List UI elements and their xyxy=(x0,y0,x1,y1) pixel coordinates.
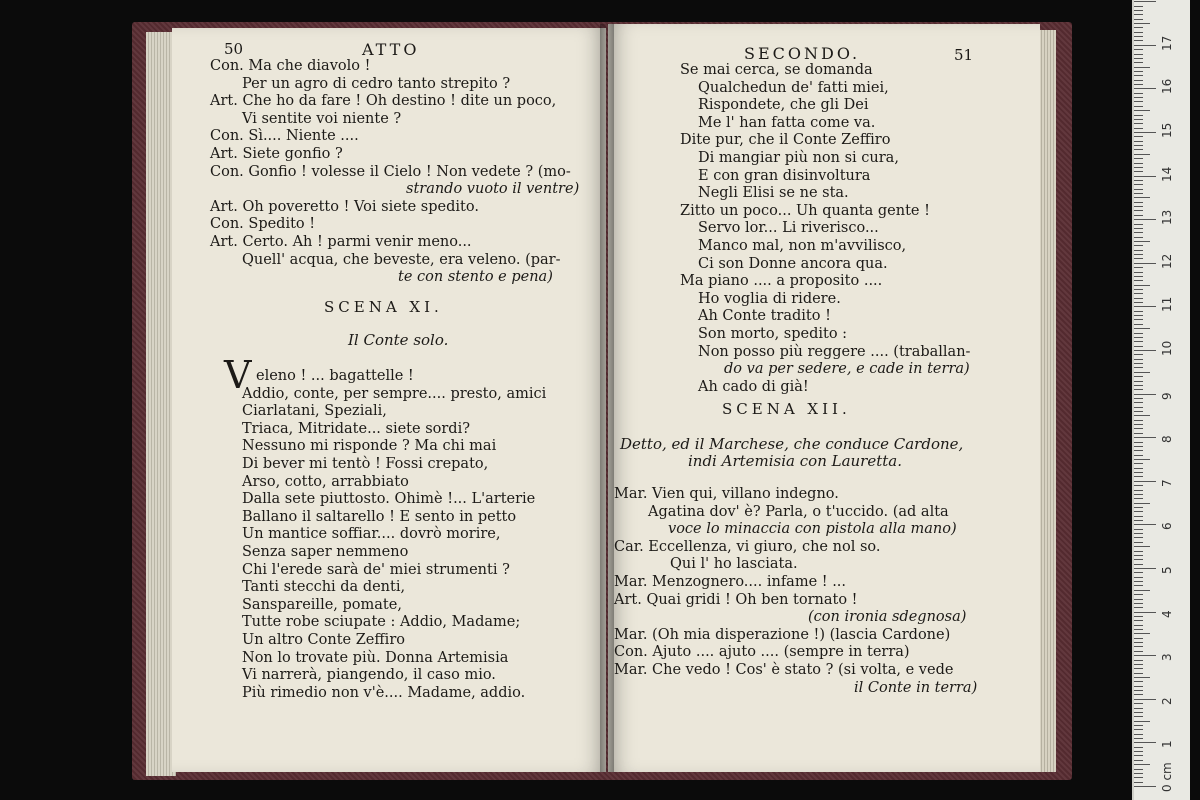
ruler-tick xyxy=(1134,293,1143,294)
ruler-tick xyxy=(1134,319,1143,320)
ruler-tick xyxy=(1134,158,1143,159)
ruler-tick xyxy=(1134,603,1143,604)
ruler-label: 5 xyxy=(1160,566,1174,574)
ruler-tick xyxy=(1134,67,1150,68)
ruler-tick xyxy=(1134,725,1143,726)
ruler-tick xyxy=(1134,136,1143,137)
ruler-tick xyxy=(1134,250,1143,251)
ruler-tick xyxy=(1134,402,1143,403)
text-line: Ballano il saltarello ! E sento in petto xyxy=(242,508,517,525)
ruler-tick xyxy=(1134,337,1143,338)
ruler-label: 2 xyxy=(1160,697,1174,705)
ruler-tick xyxy=(1134,285,1150,286)
ruler-tick xyxy=(1134,420,1143,421)
measuring-ruler xyxy=(1132,0,1190,800)
ruler-tick xyxy=(1134,167,1143,168)
text-line: Non posso più reggere .... (traballan- xyxy=(698,343,971,360)
ruler-tick xyxy=(1134,123,1143,124)
ruler-tick xyxy=(1134,716,1143,717)
text-line: Un mantice soffiar.... dovrò morire, xyxy=(242,526,501,543)
ruler-tick xyxy=(1134,428,1143,429)
text-line: Con. Ajuto .... ajuto .... (sempre in terra) xyxy=(614,644,910,661)
page-number-right: 51 xyxy=(954,46,974,64)
ruler-tick xyxy=(1134,564,1143,565)
ruler-tick xyxy=(1134,786,1156,787)
ruler-tick xyxy=(1134,333,1143,334)
scene-subtitle-xii-2: indi Artemisia con Lauretta. xyxy=(688,452,902,470)
text-line: Con. Ma che diavolo ! xyxy=(210,58,371,74)
ruler-tick xyxy=(1134,511,1143,512)
text-line: Ho voglia di ridere. xyxy=(698,290,841,307)
text-line: Car. Eccellenza, vi giuro, che nol so. xyxy=(614,538,881,555)
ruler-label: 0 cm xyxy=(1160,762,1174,792)
ruler-tick xyxy=(1134,568,1156,569)
ruler-tick xyxy=(1134,463,1143,464)
text-line: Mar. (Oh mia disperazione !) (lascia Cardone) xyxy=(614,626,951,643)
ruler-tick xyxy=(1134,398,1143,399)
ruler-tick xyxy=(1134,346,1143,347)
ruler-tick xyxy=(1134,184,1143,185)
text-line: Mar. Che vedo ! Cos' è stato ? (si volta, e vede xyxy=(614,662,954,678)
ruler-tick xyxy=(1134,642,1143,643)
text-line: Se mai cerca, se domanda xyxy=(680,62,873,78)
ruler-tick xyxy=(1134,215,1143,216)
scene-subtitle-xi: Il Conte solo. xyxy=(348,331,449,349)
text-line: te con stento e pena) xyxy=(398,269,553,286)
ruler-tick xyxy=(1134,442,1143,443)
ruler-tick xyxy=(1134,145,1143,146)
ruler-tick xyxy=(1134,577,1143,578)
ruler-tick xyxy=(1134,189,1143,190)
ruler-tick xyxy=(1134,769,1143,770)
ruler-label: 7 xyxy=(1160,479,1174,487)
ruler-tick xyxy=(1134,110,1150,111)
text-line: Qui l' ho lasciata. xyxy=(670,556,798,573)
ruler-tick xyxy=(1134,782,1143,783)
ruler-tick xyxy=(1134,258,1143,259)
ruler-tick xyxy=(1134,668,1143,669)
ruler-tick xyxy=(1134,673,1143,674)
ruler-tick xyxy=(1134,254,1143,255)
ruler-tick xyxy=(1134,36,1143,37)
ruler-tick xyxy=(1134,616,1143,617)
ruler-tick xyxy=(1134,354,1143,355)
text-line: Manco mal, non m'avvilisco, xyxy=(698,238,907,254)
ruler-tick xyxy=(1134,267,1143,268)
ruler-tick xyxy=(1134,324,1143,325)
ruler-tick xyxy=(1134,119,1143,120)
ruler-tick xyxy=(1134,712,1143,713)
ruler-tick xyxy=(1134,106,1143,107)
ruler-tick xyxy=(1134,54,1143,55)
ruler-tick xyxy=(1134,27,1143,28)
text-line: Di bever mi tentò ! Fossi crepato, xyxy=(242,456,489,472)
ruler-tick xyxy=(1134,132,1156,133)
ruler-tick xyxy=(1134,599,1143,600)
ruler-tick xyxy=(1134,638,1143,639)
ruler-tick xyxy=(1134,755,1143,756)
ruler-tick xyxy=(1134,376,1143,377)
ruler-tick xyxy=(1134,529,1143,530)
text-line: E con gran disinvoltura xyxy=(698,167,871,184)
ruler-tick xyxy=(1134,23,1150,24)
ruler-tick xyxy=(1134,485,1143,486)
ruler-label: 11 xyxy=(1160,297,1174,313)
text-line: Art. Oh poveretto ! Voi siete spedito. xyxy=(210,198,479,215)
ruler-tick xyxy=(1134,149,1143,150)
ruler-tick xyxy=(1134,228,1143,229)
ruler-tick xyxy=(1134,93,1143,94)
text-line: Art. Che ho da fare ! Oh destino ! dite un poco, xyxy=(210,93,557,110)
text-line: Me l' han fatta come va. xyxy=(698,114,876,131)
page-number-left: 50 xyxy=(224,40,244,58)
running-header-left: ATTO xyxy=(362,40,420,59)
ruler-tick xyxy=(1134,14,1143,15)
ruler-tick xyxy=(1134,75,1143,76)
ruler-tick xyxy=(1134,585,1143,586)
ruler-label: 16 xyxy=(1160,79,1174,95)
ruler-tick xyxy=(1134,742,1156,743)
ruler-tick xyxy=(1134,6,1143,7)
ruler-tick xyxy=(1134,494,1143,495)
text-line: Dalla sete piuttosto. Ohimè !... L'arterie xyxy=(242,491,536,508)
ruler-tick xyxy=(1134,699,1156,700)
ruler-tick xyxy=(1134,193,1143,194)
ruler-tick xyxy=(1134,32,1143,33)
ruler-tick xyxy=(1134,80,1143,81)
ruler-tick xyxy=(1134,241,1150,242)
scene-subtitle-xii-1: Detto, ed il Marchese, che conduce Cardone, xyxy=(620,435,964,453)
text-line: Un altro Conte Zeffiro xyxy=(242,632,405,648)
text-line: (con ironia sdegnosa) xyxy=(808,609,967,626)
text-line: Art. Siete gonfio ? xyxy=(210,146,343,162)
ruler-tick xyxy=(1134,612,1156,613)
ruler-tick xyxy=(1134,481,1156,482)
ruler-tick xyxy=(1134,237,1143,238)
text-line: Zitto un poco... Uh quanta gente ! xyxy=(680,202,930,219)
text-line: Tanti stecchi da denti, xyxy=(242,579,406,596)
ruler-tick xyxy=(1134,751,1143,752)
ruler-tick xyxy=(1134,394,1156,395)
text-line: Tutte robe sciupate : Addio, Madame; xyxy=(242,614,521,631)
ruler-tick xyxy=(1134,507,1143,508)
ruler-tick xyxy=(1134,206,1143,207)
text-line: Nessuno mi risponde ? Ma chi mai xyxy=(242,438,497,455)
ruler-label: 10 xyxy=(1160,340,1174,356)
right-page xyxy=(608,24,1040,772)
text-line: Ma piano .... a proposito .... xyxy=(680,273,883,290)
ruler-tick xyxy=(1134,163,1143,164)
ruler-tick xyxy=(1134,490,1143,491)
ruler-tick xyxy=(1134,88,1156,89)
text-line: voce lo minaccia con pistola alla mano) xyxy=(668,521,957,538)
ruler-tick xyxy=(1134,245,1143,246)
text-line: Mar. Vien qui, villano indegno. xyxy=(614,486,839,502)
ruler-label: 3 xyxy=(1160,653,1174,662)
text-line: Sanspareille, pomate, xyxy=(242,596,402,613)
text-line: Più rimedio non v'è.... Madame, addio. xyxy=(242,684,526,701)
ruler-tick xyxy=(1134,551,1143,552)
text-line: Quell' acqua, che beveste, era veleno. (par- xyxy=(242,251,561,268)
ruler-tick xyxy=(1134,341,1143,342)
ruler-tick xyxy=(1134,19,1143,20)
ruler-tick xyxy=(1134,389,1143,390)
ruler-tick xyxy=(1134,777,1143,778)
ruler-tick xyxy=(1134,372,1150,373)
ruler-label: 8 xyxy=(1160,435,1174,444)
ruler-tick xyxy=(1134,572,1143,573)
text-line: Ciarlatani, Speziali, xyxy=(242,403,387,420)
ruler-tick xyxy=(1134,537,1143,538)
text-line: Con. Gonfio ! volesse il Cielo ! Non vedete ? (mo- xyxy=(210,163,571,180)
text-line: Ah cado di già! xyxy=(698,378,809,395)
ruler-tick xyxy=(1134,664,1143,665)
ruler-tick xyxy=(1134,315,1143,316)
ruler-tick xyxy=(1134,503,1150,504)
text-line: Addio, conte, per sempre.... presto, amici xyxy=(242,385,547,402)
ruler-tick xyxy=(1134,498,1143,499)
ruler-tick xyxy=(1134,407,1143,408)
text-line: Rispondete, che gli Dei xyxy=(698,97,869,114)
ruler-label: 15 xyxy=(1160,122,1174,138)
ruler-tick xyxy=(1134,197,1150,198)
ruler-tick xyxy=(1134,450,1143,451)
ruler-tick xyxy=(1134,311,1143,312)
ruler-tick xyxy=(1134,520,1143,521)
text-line: il Conte in terra) xyxy=(854,679,978,696)
ruler-label: 17 xyxy=(1160,35,1174,51)
text-line: Ci son Donne ancora qua. xyxy=(698,255,888,272)
ruler-label: 14 xyxy=(1160,166,1174,182)
running-header-right: SECONDO. xyxy=(744,44,861,63)
text-line: Art. Certo. Ah ! parmi venir meno... xyxy=(210,234,472,250)
ruler-tick xyxy=(1134,468,1143,469)
ruler-tick xyxy=(1134,302,1143,303)
ruler-tick xyxy=(1134,298,1143,299)
ruler-tick xyxy=(1134,760,1143,761)
scene-title-xii: SCENA XII. xyxy=(722,400,851,418)
ruler-tick xyxy=(1134,677,1150,678)
ruler-tick xyxy=(1134,734,1143,735)
ruler-tick xyxy=(1134,45,1156,46)
ruler-tick xyxy=(1134,71,1143,72)
ruler-tick xyxy=(1134,40,1143,41)
ruler-tick xyxy=(1134,97,1143,98)
ruler-tick xyxy=(1134,381,1143,382)
ruler-tick xyxy=(1134,681,1143,682)
ruler-tick xyxy=(1134,141,1143,142)
ruler-tick xyxy=(1134,703,1143,704)
ruler-tick xyxy=(1134,446,1143,447)
text-line: Di mangiar più non si cura, xyxy=(698,150,899,166)
ruler-tick xyxy=(1134,472,1143,473)
text-line: Per un agro di cedro tanto strepito ? xyxy=(242,75,511,92)
ruler-tick xyxy=(1134,646,1143,647)
ruler-tick xyxy=(1134,729,1143,730)
ruler-tick xyxy=(1134,476,1143,477)
ruler-tick xyxy=(1134,594,1143,595)
ruler-tick xyxy=(1134,306,1156,307)
text-line: Senza saper nemmeno xyxy=(242,544,409,560)
ruler-tick xyxy=(1134,633,1150,634)
ruler-tick xyxy=(1134,84,1143,85)
ruler-tick xyxy=(1134,546,1150,547)
ruler-tick xyxy=(1134,272,1143,273)
drop-cap: V xyxy=(224,353,252,397)
ruler-tick xyxy=(1134,629,1143,630)
ruler-tick xyxy=(1134,773,1143,774)
ruler-tick xyxy=(1134,542,1143,543)
ruler-tick xyxy=(1134,660,1143,661)
ruler-tick xyxy=(1134,455,1143,456)
ruler-label: 6 xyxy=(1160,522,1174,531)
ruler-tick xyxy=(1134,328,1150,329)
text-line: Triaca, Mitridate... siete sordi? xyxy=(242,420,470,437)
text-line: Servo lor... Li riverisco... xyxy=(698,220,879,237)
ruler-tick xyxy=(1134,738,1143,739)
ruler-tick xyxy=(1134,176,1156,177)
ruler-tick xyxy=(1134,350,1156,351)
ruler-tick xyxy=(1134,533,1143,534)
ruler-tick xyxy=(1134,764,1150,765)
ruler-tick xyxy=(1134,655,1156,656)
ruler-tick xyxy=(1134,433,1143,434)
ruler-tick xyxy=(1134,101,1143,102)
ruler-tick xyxy=(1134,58,1143,59)
text-line: Vi narrerà, piangendo, il caso mio. xyxy=(242,667,496,684)
ruler-tick xyxy=(1134,516,1143,517)
ruler-tick xyxy=(1134,437,1156,438)
left-page xyxy=(172,28,606,772)
text-line: Ah Conte tradito ! xyxy=(698,308,831,325)
text-line: Qualchedun de' fatti miei, xyxy=(698,79,889,96)
ruler-tick xyxy=(1134,154,1150,155)
ruler-label: 1 xyxy=(1160,740,1174,749)
ruler-tick xyxy=(1134,289,1143,290)
text-line: Dite pur, che il Conte Zeffiro xyxy=(680,132,891,149)
ruler-tick xyxy=(1134,690,1143,691)
ruler-tick xyxy=(1134,210,1143,211)
ruler-tick xyxy=(1134,424,1143,425)
ruler-tick xyxy=(1134,363,1143,364)
text-line: Vi sentite voi niente ? xyxy=(242,110,402,127)
text-line: eleno ! ... bagattelle ! xyxy=(256,368,414,384)
ruler-tick xyxy=(1134,10,1143,11)
text-line: Arso, cotto, arrabbiato xyxy=(242,473,409,490)
text-line: Non lo trovate più. Donna Artemisia xyxy=(242,649,509,666)
ruler-tick xyxy=(1134,202,1143,203)
ruler-label: 9 xyxy=(1160,391,1174,400)
text-line: do va per sedere, e cade in terra) xyxy=(724,361,970,378)
ruler-tick xyxy=(1134,708,1143,709)
ruler-tick xyxy=(1134,128,1143,129)
ruler-tick xyxy=(1134,555,1143,556)
ruler-tick xyxy=(1134,620,1143,621)
text-line: Mar. Menzognero.... infame ! ... xyxy=(614,574,847,590)
text-line: Agatina dov' è? Parla, o t'uccido. (ad alta xyxy=(648,503,949,520)
ruler-tick xyxy=(1134,625,1143,626)
text-line: Art. Quai gridi ! Oh ben tornato ! xyxy=(614,591,858,608)
text-line: Con. Spedito ! xyxy=(210,216,316,233)
ruler-tick xyxy=(1134,411,1143,412)
ruler-tick xyxy=(1134,1,1156,2)
ruler-tick xyxy=(1134,459,1150,460)
ruler-label: 12 xyxy=(1160,253,1174,269)
ruler-tick xyxy=(1134,359,1143,360)
ruler-tick xyxy=(1134,280,1143,281)
ruler-tick xyxy=(1134,232,1143,233)
ruler-tick xyxy=(1134,607,1143,608)
ruler-tick xyxy=(1134,524,1156,525)
text-line: strando vuoto il ventre) xyxy=(406,181,580,198)
ruler-tick xyxy=(1134,721,1150,722)
text-line: Son morto, spedito : xyxy=(698,326,848,342)
ruler-tick xyxy=(1134,590,1150,591)
ruler-tick xyxy=(1134,62,1143,63)
ruler-tick xyxy=(1134,224,1143,225)
text-line: Negli Elisi se ne sta. xyxy=(698,185,849,202)
text-line: Chi l'erede sarà de' miei strumenti ? xyxy=(242,561,510,578)
scene-title-xi: SCENA XI. xyxy=(324,298,443,316)
ruler-tick xyxy=(1134,115,1143,116)
ruler-tick xyxy=(1134,686,1143,687)
book-gutter xyxy=(600,24,614,772)
ruler-tick xyxy=(1134,747,1143,748)
ruler-tick xyxy=(1134,651,1143,652)
ruler-tick xyxy=(1134,559,1143,560)
ruler-tick xyxy=(1134,49,1143,50)
ruler-tick xyxy=(1134,415,1150,416)
text-line: Con. Sì.... Niente .... xyxy=(210,128,359,145)
ruler-tick xyxy=(1134,581,1143,582)
ruler-tick xyxy=(1134,263,1156,264)
ruler-tick xyxy=(1134,171,1143,172)
ruler-label: 4 xyxy=(1160,609,1174,618)
ruler-tick xyxy=(1134,367,1143,368)
ruler-label: 13 xyxy=(1160,209,1174,226)
ruler-tick xyxy=(1134,385,1143,386)
ruler-tick xyxy=(1134,276,1143,277)
ruler-tick xyxy=(1134,694,1143,695)
ruler-tick xyxy=(1134,180,1143,181)
ruler-tick xyxy=(1134,219,1156,220)
